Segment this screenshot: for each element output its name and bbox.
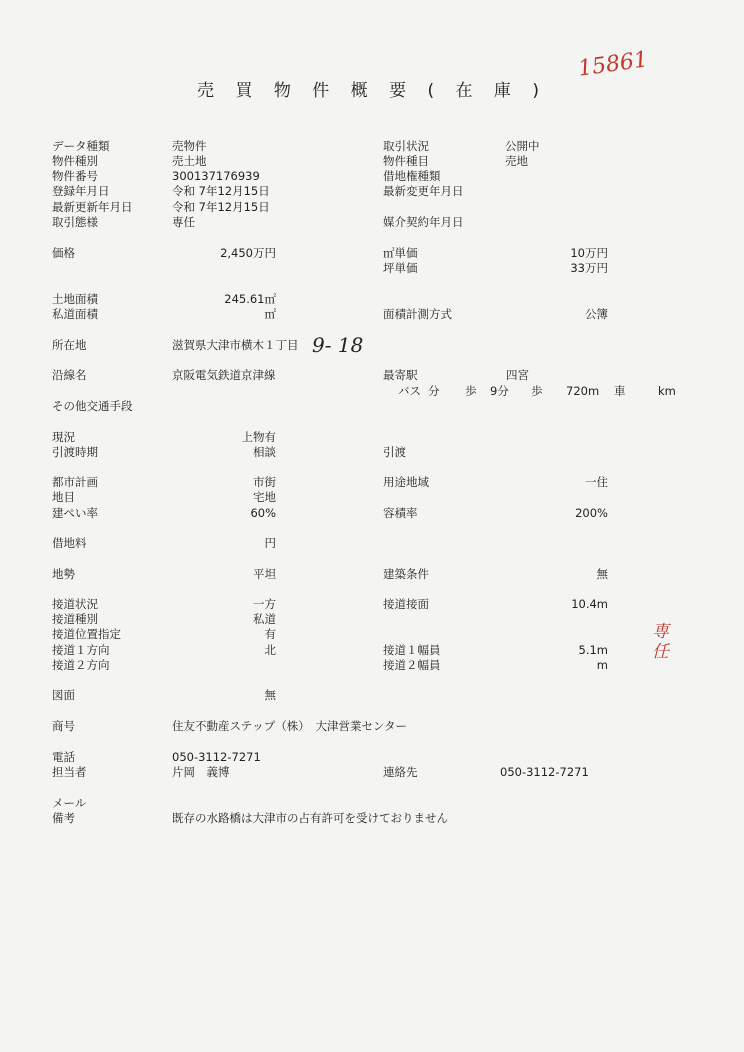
status-value: 上物有: [241, 430, 276, 444]
land-category-value: 宅地: [253, 490, 276, 504]
terrain-value: 平坦: [253, 567, 276, 581]
agency-contract-label: 媒介契約年月日: [383, 215, 464, 229]
road1-width-value: 5.1m: [578, 643, 608, 657]
land-area-value: 245.61㎡: [224, 292, 276, 306]
road-frontage-value: 10.4m: [571, 597, 608, 611]
tsubo-price-value: 33万円: [570, 261, 608, 275]
delivery-time-label: 引渡時期: [52, 445, 98, 459]
drawing-label: 図面: [52, 688, 75, 702]
mail-label: メール: [52, 796, 87, 810]
road1-width-label: 接道１幅員: [383, 643, 441, 657]
trade-status-label: 取引状況: [383, 139, 429, 153]
handwritten-note: 専 任: [652, 622, 669, 662]
road-frontage-label: 接道接面: [383, 597, 429, 611]
sqm-price-value: 10万円: [570, 246, 608, 260]
use-zone-value: 一住: [585, 475, 608, 489]
property-no-value: 300137176939: [172, 169, 260, 183]
changed-label: 最新変更年月日: [383, 184, 464, 198]
phone-value: 050-3112-7271: [172, 750, 261, 764]
line-label: 沿線名: [52, 368, 87, 382]
terrain-label: 地勢: [52, 567, 75, 581]
lease-type-label: 借地権種類: [383, 169, 441, 183]
remarks-value: 既存の水路橋は大津市の占有許可を受けておりません: [172, 811, 448, 825]
building-cond-value: 無: [596, 567, 608, 581]
ground-rent-value: 円: [264, 536, 276, 550]
item-value: 売地: [505, 154, 528, 168]
private-road-value: ㎡: [264, 307, 276, 321]
contact-value: 050-3112-7271: [500, 765, 589, 779]
access-ho2: 歩: [531, 384, 543, 398]
access-km: km: [658, 384, 676, 398]
sqm-price-label: ㎡単価: [383, 246, 418, 260]
data-type-value: 売物件: [172, 139, 207, 153]
area-method-label: 面積計測方式: [383, 307, 452, 321]
ground-rent-label: 借地料: [52, 536, 87, 550]
city-plan-value: 市街: [253, 475, 276, 489]
price-label: 価格: [52, 246, 75, 260]
far-value: 200%: [575, 506, 608, 520]
property-no-label: 物件番号: [52, 169, 98, 183]
delivery-time-value: 相談: [253, 445, 276, 459]
trade-name-label: 商号: [52, 719, 75, 733]
road-designation-value: 有: [264, 627, 276, 641]
trade-name-value: 住友不動産ステップ（株） 大津営業センター: [172, 719, 408, 733]
access-walk-min: 9分: [490, 384, 509, 398]
drawing-value: 無: [264, 688, 276, 702]
station-label: 最寄駅: [383, 368, 418, 382]
city-plan-label: 都市計画: [52, 475, 98, 489]
building-cond-label: 建築条件: [383, 567, 429, 581]
land-area-label: 土地面積: [52, 292, 98, 306]
other-transport-label: その他交通手段: [52, 399, 133, 413]
road-designation-label: 接道位置指定: [52, 627, 121, 641]
road2-width-label: 接道２幅員: [383, 658, 441, 672]
road2-dir-label: 接道２方向: [52, 658, 110, 672]
land-category-label: 地目: [52, 490, 75, 504]
phone-label: 電話: [52, 750, 75, 764]
handover-label: 引渡: [383, 445, 406, 459]
tsubo-price-label: 坪単価: [383, 261, 418, 275]
contact-label: 連絡先: [383, 765, 418, 779]
price-value: 2,450万円: [220, 246, 276, 260]
item-label: 物件種目: [383, 154, 429, 168]
person-label: 担当者: [52, 765, 87, 779]
access-bus: バス: [398, 384, 421, 398]
remarks-label: 備考: [52, 811, 75, 825]
access-fun1: 分: [428, 384, 440, 398]
use-zone-label: 用途地域: [383, 475, 429, 489]
updated-value: 令和 7年12月15日: [172, 200, 270, 214]
page-title: 売 買 物 件 概 要 ( 在 庫 ): [197, 81, 547, 101]
far-label: 容積率: [383, 506, 418, 520]
status-label: 現況: [52, 430, 75, 444]
access-dist: 720m: [566, 384, 600, 398]
road-type-label: 接道種別: [52, 612, 98, 626]
updated-label: 最新更新年月日: [52, 200, 133, 214]
road1-dir-value: 北: [264, 643, 276, 657]
station-value: 四宮: [506, 368, 529, 382]
property-type-value: 売土地: [172, 154, 207, 168]
trade-status-value: 公開中: [505, 139, 540, 153]
registered-label: 登録年月日: [52, 184, 110, 198]
registered-value: 令和 7年12月15日: [172, 184, 270, 198]
coverage-value: 60%: [250, 506, 276, 520]
access-ho1: 歩: [465, 384, 477, 398]
road-type-value: 私道: [253, 612, 276, 626]
location-value: 滋賀県大津市横木１丁目: [172, 338, 299, 352]
mode-value: 専任: [172, 215, 195, 229]
road-status-label: 接道状況: [52, 597, 98, 611]
data-type-label: データ種類: [52, 139, 110, 153]
handwritten-doc-number: 15861: [576, 47, 650, 82]
road1-dir-label: 接道１方向: [52, 643, 110, 657]
line-value: 京阪電気鉄道京津線: [172, 368, 276, 382]
private-road-label: 私道面積: [52, 307, 98, 321]
mode-label: 取引態様: [52, 215, 98, 229]
handwritten-address-number: 9- 18: [312, 333, 364, 357]
road-status-value: 一方: [253, 597, 276, 611]
road2-width-value: m: [596, 658, 608, 672]
area-method-value: 公簿: [585, 307, 608, 321]
location-label: 所在地: [52, 338, 87, 352]
property-type-label: 物件種別: [52, 154, 98, 168]
person-value: 片岡 義博: [172, 765, 230, 779]
access-car: 車: [614, 384, 626, 398]
coverage-label: 建ぺい率: [52, 506, 98, 520]
